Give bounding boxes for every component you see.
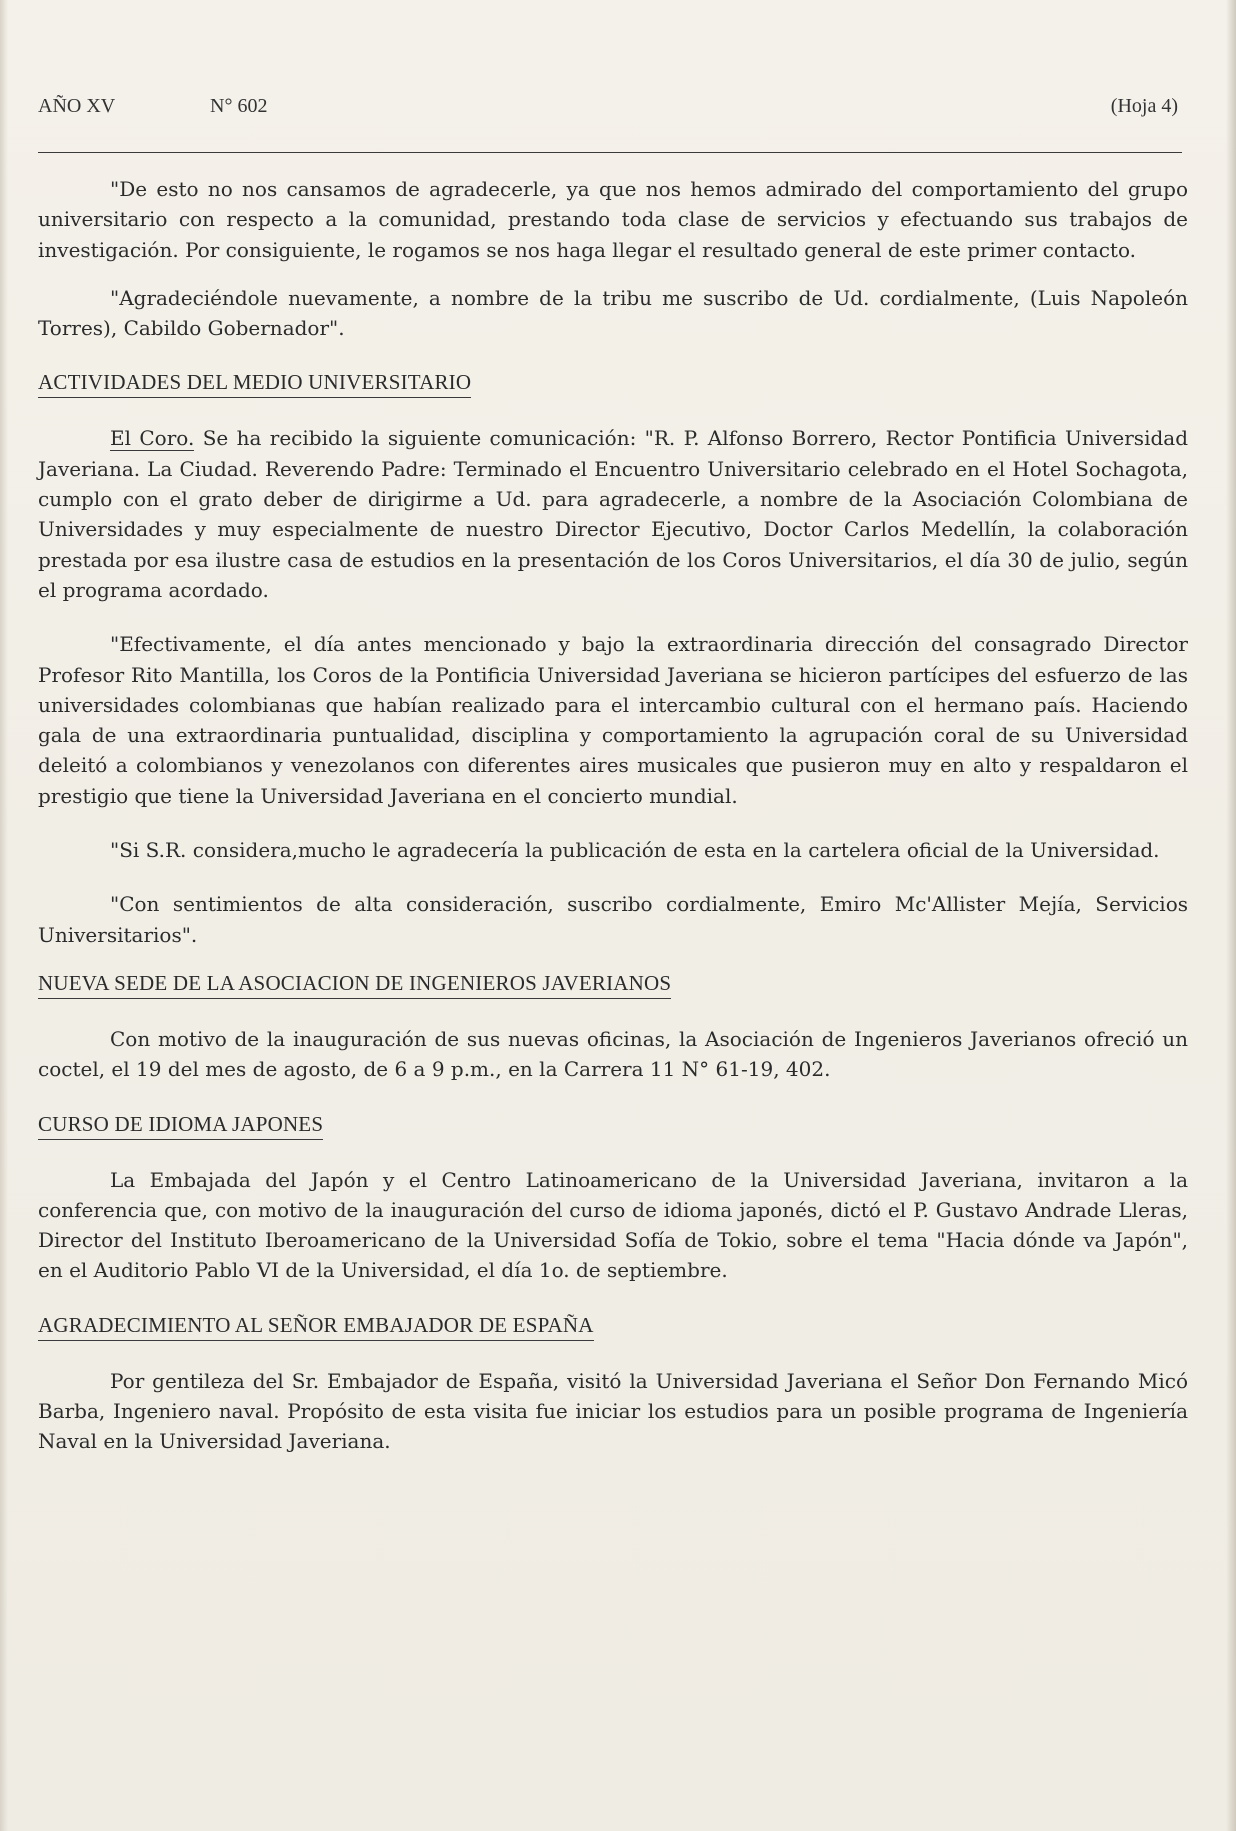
- paragraph-letter-thanks: "De esto no nos cansamos de agradecerle, ya que nos hemos admirado del comportamiento del grupo universitario con respecto a la comunidad, prestando toda clase de servicios y efectuando sus trabajos de investigación. Por consiguiente, le rogamos se nos haga llegar el resultado general de este primer contacto.: [38, 177, 1188, 262]
- page-right-edge: [1226, 0, 1236, 1831]
- document-body: [38, 174, 1188, 1457]
- paragraph-el-coro-text: Se ha recibido la siguiente comunicación: "R. P. Alfonso Borrero, Rector Pontificia Universidad Javeriana. La Ciudad. Reverendo Padre: Terminado el Encuentro Universitario celebrado en el Hotel Sochagota, cumplo con el grato deber de dirigirme a Ud. para agradecerle, a nombre de la Asociación Colombiana de Universidades y muy especialmente de nuestro Director Ejecutivo, Doctor Carlos Medellín, la colaboración prestada por esa ilustre casa de estudios en la presentación de los Coros Universitarios, el día 30 de julio, según el programa acordado.: [38, 426, 1188, 602]
- heading-nueva-sede: NUEVA SEDE DE LA ASOCIACION DE INGENIEROS JAVERIANOS: [38, 968, 671, 999]
- page-left-edge: [0, 0, 8, 1831]
- header-rule: [38, 152, 1182, 153]
- header-year: AÑO XV: [38, 95, 116, 117]
- paragraph-nueva-sede: Con motivo de la inauguración de sus nuevas oficinas, la Asociación de Ingenieros Javerianos ofreció un coctel, el 19 del mes de agosto, de 6 a 9 p.m., en la Carrera 11 N° 61-19, 402.: [38, 1026, 1188, 1082]
- header-sheet-number: (Hoja 4): [1110, 95, 1178, 117]
- label-el-coro: El Coro.: [110, 426, 195, 451]
- heading-agradecimiento-embajador: AGRADECIMIENTO AL SEÑOR EMBAJADOR DE ESPAÑA: [38, 1310, 594, 1341]
- paragraph-efectivamente: "Efectivamente, el día antes mencionado y bajo la extraordinaria dirección del consagrado Director Profesor Rito Mantilla, los Coros de la Pontificia Universidad Javeriana se hicieron partícipes del esfuerzo de las universidades colombianas que habían realizado para el intercambio cultural con el hermano país. Haciendo gala de una extraordinaria puntualidad, disciplina y comportamiento la agrupación coral de su Universidad deleitó a colombianos y venezolanos con diferentes aires musicales que pusieron muy en alto y respaldaron el prestigio que tiene la Universidad Javeriana en el concierto mundial.: [38, 632, 1188, 808]
- paragraph-embajador: Por gentileza del Sr. Embajador de España, visitó la Universidad Javeriana el Señor Don Fernando Micó Barba, Ingeniero naval. Propósito de esta visita fue iniciar los estudios para un posible programa de Ingeniería Naval en la Universidad Javeriana.: [38, 1368, 1188, 1454]
- paragraph-letter-closing: "Agradeciéndole nuevamente, a nombre de la tribu me suscribo de Ud. cordialmente, (Luis Napoleón Torres), Cabildo Gobernador".: [38, 285, 1188, 341]
- paragraph-si-sr: "Si S.R. considera,mucho le agradecería la publicación de esta en la cartelera oficial de la Universidad.: [110, 838, 1160, 863]
- paragraph-el-coro: [38, 423, 1188, 605]
- page-header: [38, 95, 1178, 125]
- header-issue-number: N° 602: [210, 95, 268, 117]
- paragraph-con-sentimientos: "Con sentimientos de alta consideración, suscribo cordialmente, Emiro Mc'Allister Mejía, Servicios Universitarios".: [38, 892, 1188, 947]
- heading-curso-japones: CURSO DE IDIOMA JAPONES: [38, 1109, 323, 1140]
- heading-actividades: ACTIVIDADES DEL MEDIO UNIVERSITARIO: [38, 367, 471, 398]
- paragraph-curso-japones: La Embajada del Japón y el Centro Latinoamericano de la Universidad Javeriana, invitaron a la conferencia que, con motivo de la inauguración del curso de idioma japonés, dictó el P. Gustavo Andrade Lleras, Director del Instituto Iberoamericano de la Universidad Sofía de Tokio, sobre el tema "Hacia dónde va Japón", en el Auditorio Pablo VI de la Universidad, el día 1o. de septiembre.: [38, 1167, 1188, 1283]
